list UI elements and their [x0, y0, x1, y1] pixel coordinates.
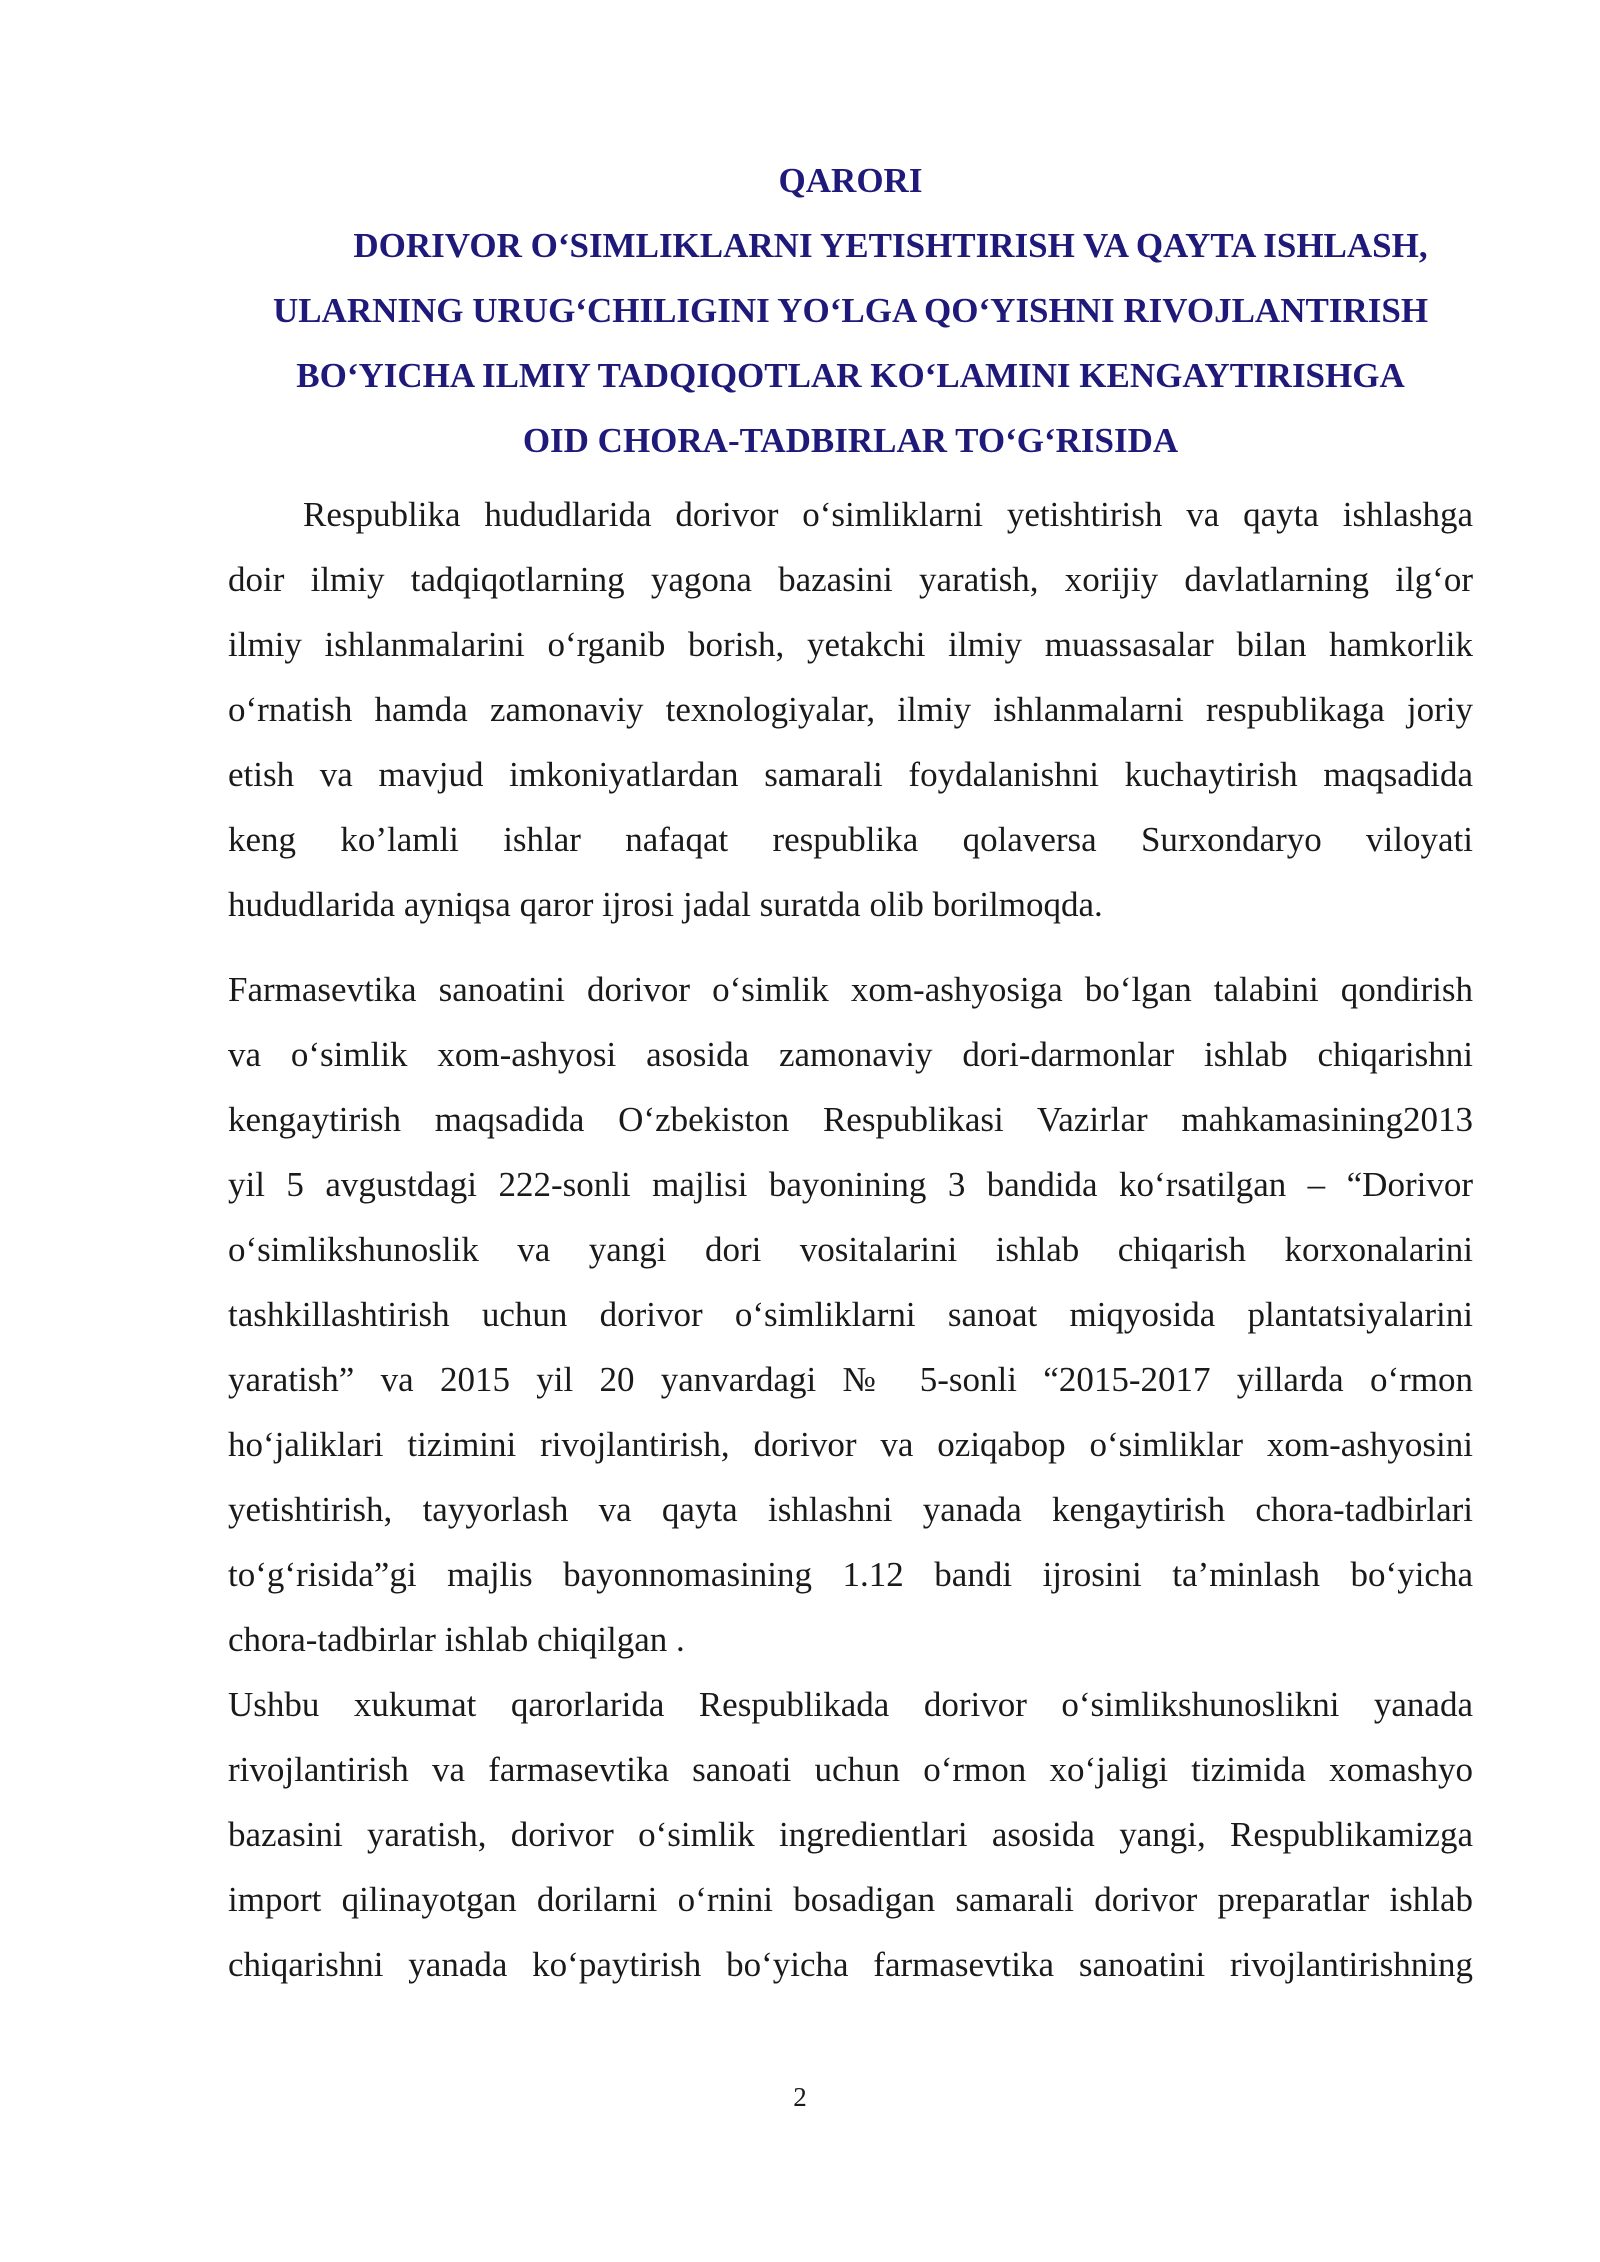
text-line: Ushbu xukumat qarorlarida Respublikada dorivor o‘simlikshunoslikni yanada: [228, 1685, 1473, 1724]
text-line: yetishtirish, tayyorlash va qayta ishlashni yanada kengaytirish chora-tadbirlari: [228, 1490, 1473, 1529]
text-line: Farmasevtika sanoatini dorivor o‘simlik xom-ashyosiga bo‘lgan talabini qondirish: [228, 970, 1473, 1009]
text-line: va o‘simlik xom-ashyosi asosida zamonaviy dori-darmonlar ishlab chiqarishni: [228, 1035, 1473, 1074]
heading-line: BO‘YICHA ILMIY TADQIQOTLAR KO‘LAMINI KENGAYTIRISHGA: [296, 356, 1405, 395]
heading-title: QARORI: [778, 161, 923, 200]
text-line: import qilinayotgan dorilarni o‘rnini bosadigan samarali dorivor preparatlar ishlab: [228, 1880, 1473, 1919]
text-line: kengaytirish maqsadida O‘zbekiston Respublikasi Vazirlar mahkamasining2013: [228, 1100, 1473, 1139]
text-line: doir ilmiy tadqiqotlarning yagona bazasini yaratish, xorijiy davlatlarning ilg‘or: [228, 560, 1473, 599]
heading-line: DORIVOR O‘SIMLIKLARNI YETISHTIRISH VA QAYTA ISHLASH,: [353, 226, 1428, 265]
text-line: keng ko’lamli ishlar nafaqat respublika qolaversa Surxondaryo viloyati: [228, 820, 1473, 859]
text-line: o‘rnatish hamda zamonaviy texnologiyalar, ilmiy ishlanmalarni respublikaga joriy: [228, 690, 1473, 729]
heading-line: ULARNING URUG‘CHILIGINI YO‘LGA QO‘YISHNI RIVOJLANTIRISH: [272, 291, 1429, 330]
text-line: hududlarida ayniqsa qaror ijrosi jadal suratda olib borilmoqda.: [228, 885, 1103, 924]
text-line: chiqarishni yanada ko‘paytirish bo‘yicha farmasevtika sanoatini rivojlantirishning: [228, 1945, 1473, 1984]
text-line: etish va mavjud imkoniyatlardan samarali foydalanishni kuchaytirish maqsadida: [228, 755, 1473, 794]
text-line: yil 5 avgustdagi 222-sonli majlisi bayonining 3 bandida ko‘rsatilgan – “Dorivor: [228, 1165, 1473, 1204]
text-line: bazasini yaratish, dorivor o‘simlik ingredientlari asosida yangi, Respublikamizga: [228, 1815, 1473, 1854]
paragraph-3: [228, 1672, 1473, 1997]
document-heading: [228, 148, 1473, 473]
text-line: rivojlantirish va farmasevtika sanoati uchun o‘rmon xo‘jaligi tizimida xomashyo: [228, 1750, 1473, 1789]
text-line: Respublika hududlarida dorivor o‘simliklarni yetishtirish va qayta ishlashga: [303, 495, 1473, 534]
document-body: [228, 482, 1473, 1997]
text-line: yaratish” va 2015 yil 20 yanvardagi № 5-sonli “2015-2017 yillarda o‘rmon: [228, 1360, 1473, 1399]
text-line: ho‘jaliklari tizimini rivojlantirish, dorivor va oziqabop o‘simliklar xom-ashyosini: [228, 1425, 1473, 1464]
paragraph-1: [228, 482, 1473, 937]
text-line: chora-tadbirlar ishlab chiqilgan .: [228, 1620, 685, 1659]
text-line: tashkillashtirish uchun dorivor o‘simliklarni sanoat miqyosida plantatsiyalarini: [228, 1295, 1473, 1334]
text-line: o‘simlikshunoslik va yangi dori vositalarini ishlab chiqarish korxonalarini: [228, 1230, 1473, 1269]
page-number: 2: [793, 2082, 807, 2112]
heading-line: OID CHORA-TADBIRLAR TO‘G‘RISIDA: [522, 421, 1179, 460]
text-line: to‘g‘risida”gi majlis bayonnomasining 1.12 bandi ijrosini ta’minlash bo‘yicha: [228, 1555, 1473, 1594]
paragraph-2: [228, 957, 1473, 1672]
text-line: ilmiy ishlanmalarini o‘rganib borish, yetakchi ilmiy muassasalar bilan hamkorlik: [228, 625, 1473, 664]
